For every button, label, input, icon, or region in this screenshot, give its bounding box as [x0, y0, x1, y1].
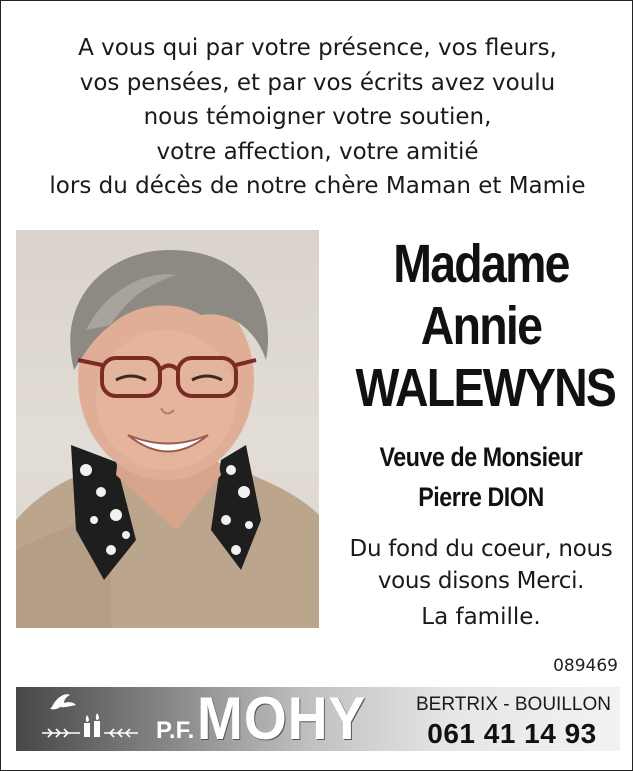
intro-line: nous témoigner votre soutien,: [143, 104, 492, 130]
intro-line: lors du décès de notre chère Maman et Mamie: [49, 173, 586, 199]
deceased-last-name: WALEWYNS: [355, 358, 616, 418]
widow-line: Veuve de Monsieur: [379, 442, 583, 472]
portrait-photo: [16, 230, 319, 628]
thanks-message: [335, 533, 627, 597]
widow-notice: [355, 437, 606, 517]
deceased-title: Madame: [393, 234, 569, 294]
deceased-info: [335, 233, 627, 633]
funeral-home-name: MOHY: [197, 685, 367, 752]
deceased-first-name: Annie: [420, 296, 542, 356]
acknowledgement-text: [1, 31, 633, 204]
funeral-home-banner: [16, 687, 620, 751]
reference-number: 089469: [553, 656, 618, 676]
dove-candles-logo-icon: [34, 691, 144, 747]
funeral-home-phone: 061 41 14 93: [427, 718, 597, 749]
spouse-name: Pierre DION: [418, 482, 544, 512]
intro-line: A vous qui par votre présence, vos fleurs,: [78, 35, 557, 61]
thanks-line: Du fond du coeur, nous: [349, 536, 613, 562]
intro-line: vos pensées, et par vos écrits avez voulu: [79, 69, 556, 96]
funeral-home-prefix: P.F.: [156, 717, 195, 744]
family-signature: La famille.: [421, 604, 541, 630]
thanks-line: vous disons Merci.: [377, 568, 585, 594]
funeral-home-locations: BERTRIX - BOUILLON: [416, 694, 611, 715]
intro-line: votre affection, votre amitié: [156, 138, 479, 165]
